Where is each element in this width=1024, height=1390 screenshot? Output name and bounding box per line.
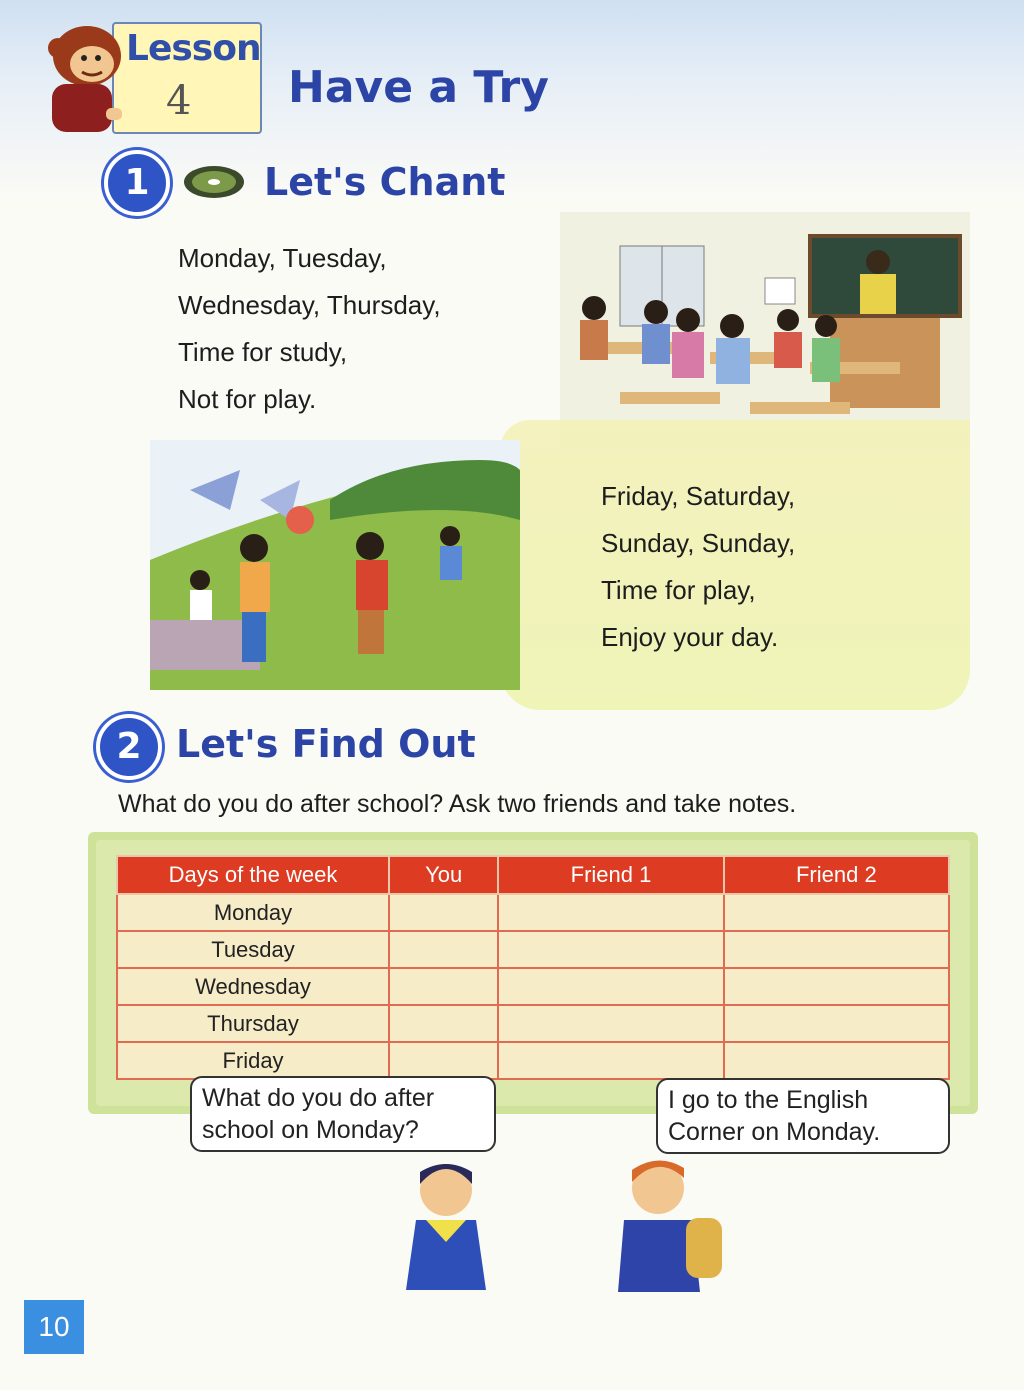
day-cell: Friday xyxy=(117,1042,389,1079)
chant-line: Time for play, xyxy=(601,575,756,605)
page-number: 10 xyxy=(24,1300,84,1354)
table-row xyxy=(117,968,949,1005)
section-number-1: 1 xyxy=(104,150,170,216)
notes-cell[interactable] xyxy=(498,1042,723,1079)
table-row xyxy=(117,894,949,931)
table-row xyxy=(117,1005,949,1042)
lesson-badge xyxy=(42,18,262,134)
notes-cell[interactable] xyxy=(389,1042,498,1079)
page-title: Have a Try xyxy=(288,62,549,113)
bubble-line: What do you do after xyxy=(202,1084,435,1112)
day-cell: Thursday xyxy=(117,1005,389,1042)
notes-cell[interactable] xyxy=(724,968,949,1005)
chant-line: Enjoy your day. xyxy=(601,622,779,652)
chant-line: Friday, Saturday, xyxy=(601,481,796,511)
notes-cell[interactable] xyxy=(389,931,498,968)
verse-background xyxy=(500,420,970,710)
monkey-mascot-icon xyxy=(42,18,132,134)
notes-cell[interactable] xyxy=(498,931,723,968)
column-header-friend-2: Friend 2 xyxy=(724,856,949,894)
day-cell: Tuesday xyxy=(117,931,389,968)
notes-cell[interactable] xyxy=(389,968,498,1005)
column-header-days: Days of the week xyxy=(117,856,389,894)
chant-line: Time for study, xyxy=(178,337,348,367)
table-row xyxy=(117,1042,949,1079)
chant-line: Sunday, Sunday, xyxy=(601,528,796,558)
classroom-illustration xyxy=(560,212,970,448)
bubble-line: school on Monday? xyxy=(202,1116,419,1144)
section-title-lets-chant: Let's Chant xyxy=(264,160,506,204)
day-cell: Monday xyxy=(117,894,389,931)
cd-icon xyxy=(182,160,246,204)
bubble-line: Corner on Monday. xyxy=(668,1118,881,1146)
boy-character-icon xyxy=(600,1148,730,1292)
lesson-label: Lesson xyxy=(126,28,261,69)
notes-cell[interactable] xyxy=(498,968,723,1005)
notes-cell[interactable] xyxy=(724,1005,949,1042)
bubble-line: I go to the English xyxy=(668,1086,869,1114)
column-header-friend-1: Friend 1 xyxy=(498,856,723,894)
chant-line: Wednesday, Thursday, xyxy=(178,290,441,320)
section-number-2: 2 xyxy=(96,714,162,780)
chant-line: Monday, Tuesday, xyxy=(178,243,387,273)
girl-character-icon xyxy=(386,1150,506,1290)
chant-line: Not for play. xyxy=(178,384,317,414)
notes-table xyxy=(116,855,950,1080)
notes-cell[interactable] xyxy=(498,1005,723,1042)
notes-cell[interactable] xyxy=(724,931,949,968)
notes-cell[interactable] xyxy=(724,1042,949,1079)
lesson-number: 4 xyxy=(166,78,192,124)
instruction-text: What do you do after school? Ask two friends and take notes. xyxy=(118,790,797,818)
notes-cell[interactable] xyxy=(389,894,498,931)
notes-cell[interactable] xyxy=(724,894,949,931)
section-title-lets-find-out: Let's Find Out xyxy=(176,722,476,766)
park-illustration xyxy=(150,440,520,690)
column-header-you: You xyxy=(389,856,498,894)
notes-cell[interactable] xyxy=(389,1005,498,1042)
table-header-row xyxy=(117,856,949,894)
day-cell: Wednesday xyxy=(117,968,389,1005)
speech-bubble-answer xyxy=(656,1078,950,1154)
notes-cell[interactable] xyxy=(498,894,723,931)
speech-bubble-question xyxy=(190,1076,496,1152)
table-row xyxy=(117,931,949,968)
